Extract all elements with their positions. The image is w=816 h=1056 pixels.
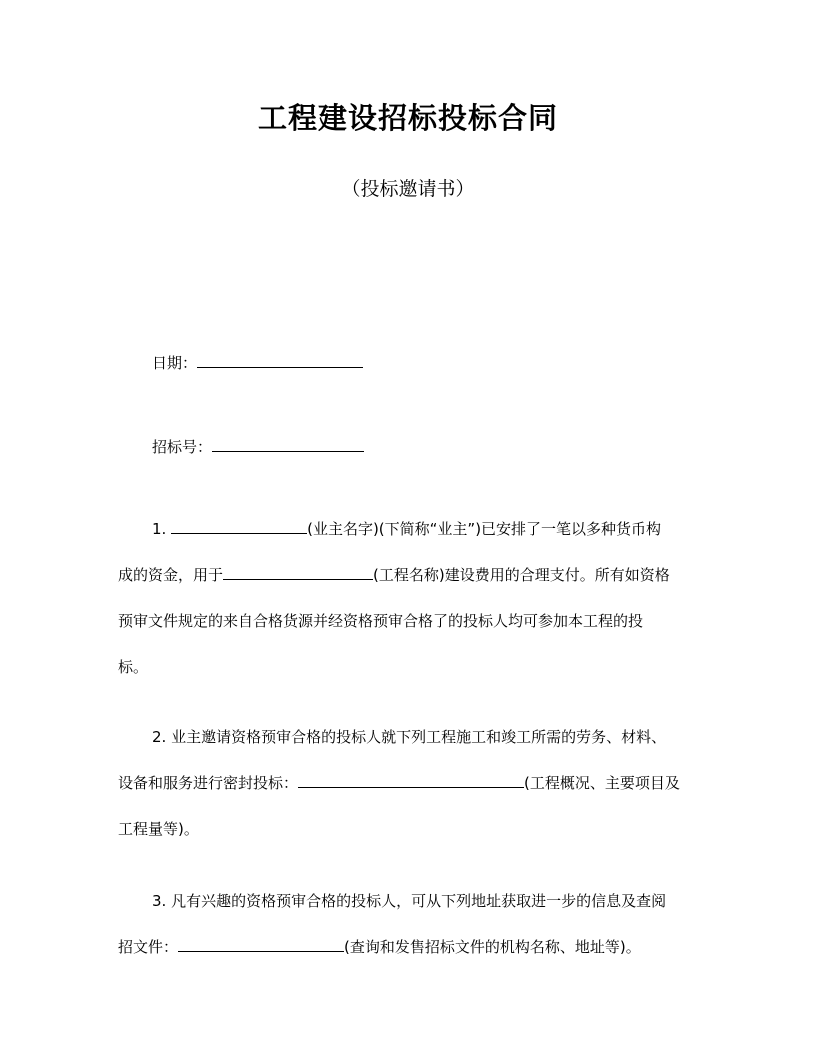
- para3-line1: 3. 凡有兴趣的资格预审合格的投标人，可从下列地址获取进一步的信息及查阅: [152, 892, 667, 910]
- para1-line1-text: (业主名字)(下简称“业主”)已安排了一笔以多种货币构: [307, 520, 662, 538]
- owner-name-blank[interactable]: [171, 519, 307, 534]
- para2-line2-before: 设备和服务进行密封投标：: [118, 774, 299, 792]
- bid-number-label: 招标号：: [152, 438, 213, 456]
- date-blank[interactable]: [197, 353, 363, 368]
- para1-number: 1.: [152, 520, 172, 538]
- para1-line2-before: 成的资金，用于: [118, 566, 224, 584]
- para1-line4: 标。: [118, 658, 149, 676]
- para1-line3: 预审文件规定的来自合格货源并经资格预审合格了的投标人均可参加本工程的投: [118, 612, 644, 630]
- paragraph-2: [118, 714, 698, 852]
- para3-line2-before: 招文件：: [118, 938, 179, 956]
- para3-line2-after: (查询和发售招标文件的机构名称、地址等)。: [344, 938, 641, 956]
- project-overview-blank[interactable]: [298, 773, 524, 788]
- bid-number-blank[interactable]: [212, 437, 364, 452]
- date-label: 日期：: [152, 354, 198, 372]
- document-title: 工程建设招标投标合同: [257, 101, 558, 135]
- document-subtitle: （投标邀请书）: [341, 178, 475, 200]
- para2-line3: 工程量等)。: [118, 820, 199, 838]
- para1-line2-after: (工程名称)建设费用的合理支付。所有如资格: [373, 566, 670, 584]
- para2-line1: 2. 业主邀请资格预审合格的投标人就下列工程施工和竣工所需的劳务、材料、: [152, 728, 667, 746]
- agency-address-blank[interactable]: [178, 937, 344, 952]
- paragraph-1: [118, 506, 698, 690]
- paragraph-3: [118, 878, 698, 970]
- para2-line2-after: (工程概况、主要项目及: [524, 774, 680, 792]
- project-name-blank[interactable]: [223, 565, 373, 580]
- date-field: [152, 352, 363, 373]
- bid-number-field: [152, 436, 364, 457]
